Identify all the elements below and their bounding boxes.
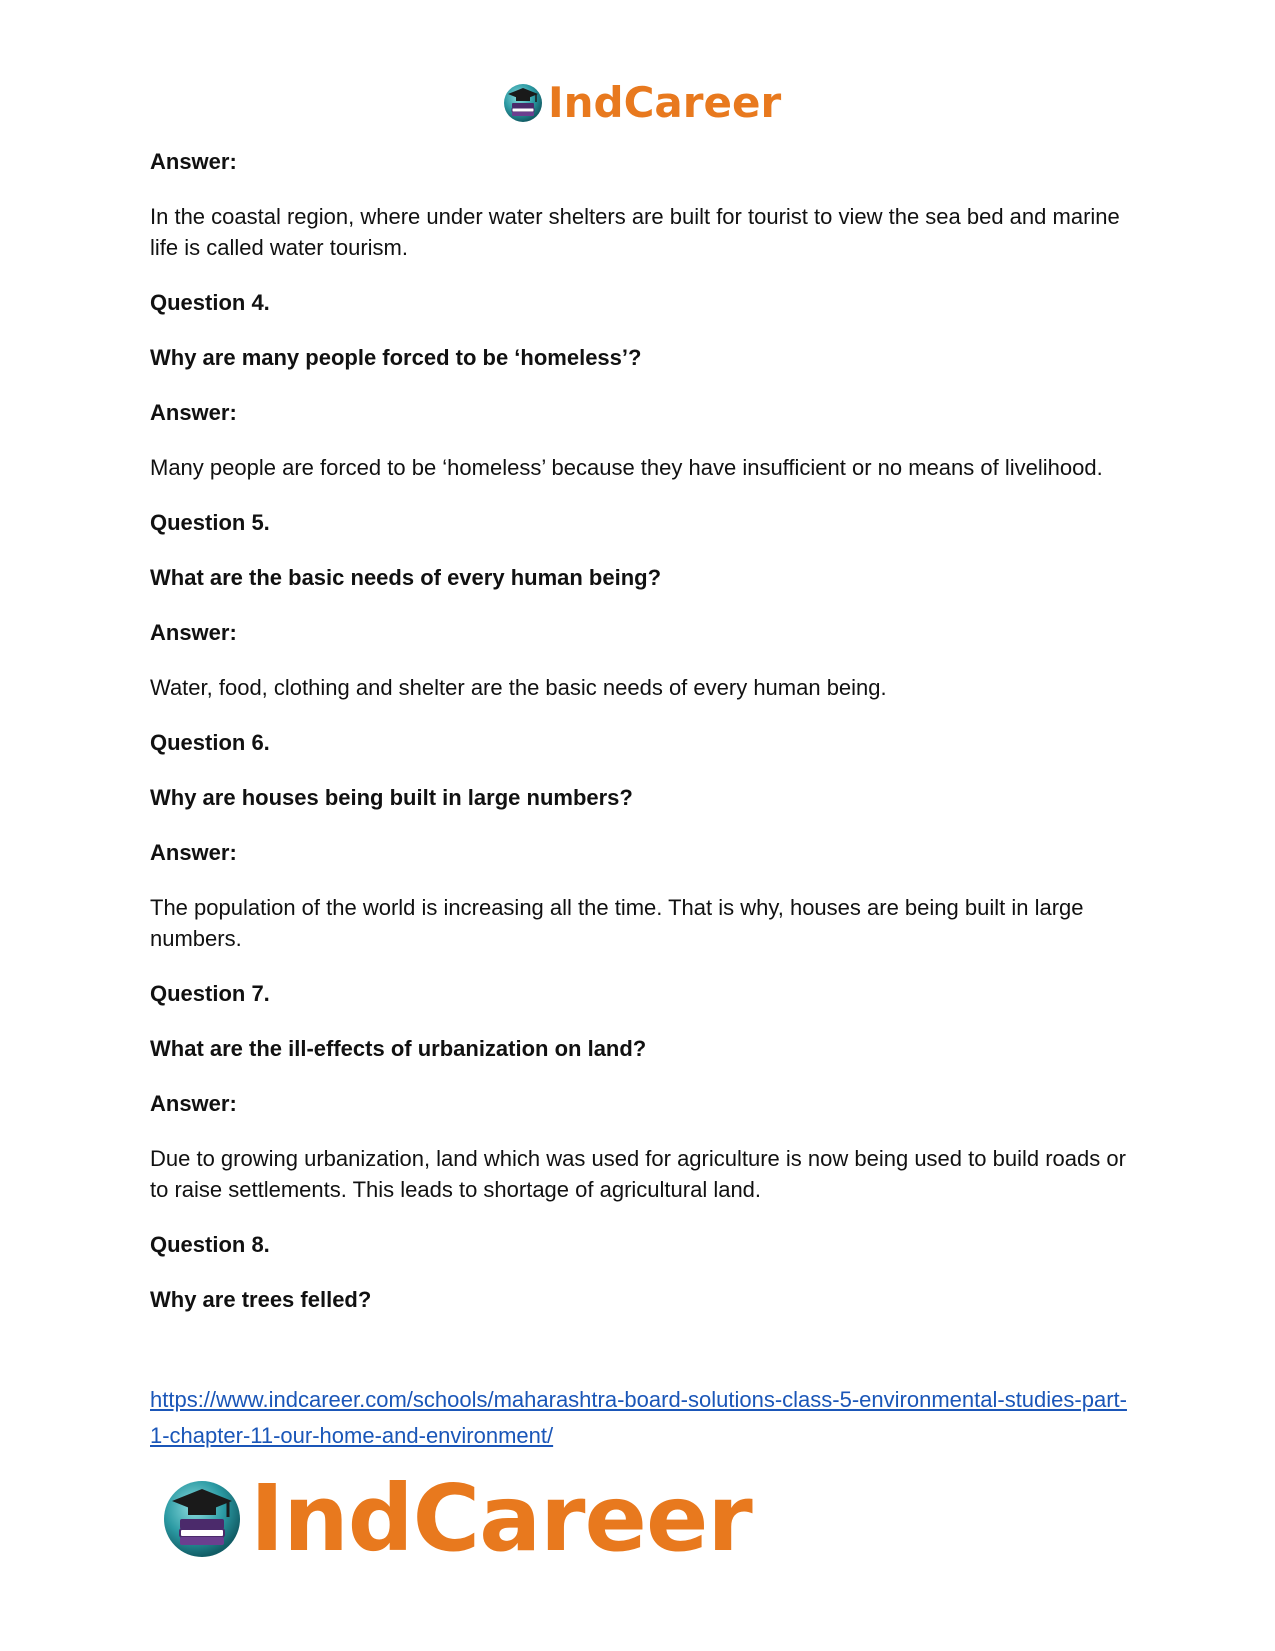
answer-text: Water, food, clothing and shelter are the basic needs of every human being.: [150, 675, 887, 700]
question-number: Question 4.: [150, 290, 270, 315]
globe-cap-book-icon: [502, 82, 544, 124]
footer-logo-text: IndCareer: [250, 1465, 752, 1572]
header-logo: [502, 78, 781, 127]
answer-text: The population of the world is increasing all the time. That is why, houses are being built in large numbers.: [150, 895, 1084, 951]
question-text: What are the ill-effects of urbanization on land?: [150, 1036, 647, 1061]
header-logo-text: IndCareer: [548, 78, 782, 127]
question-number: Question 8.: [150, 1232, 270, 1257]
answer-label: Answer:: [150, 400, 237, 425]
footer-logo: [160, 1465, 752, 1572]
answer-label: Answer:: [150, 149, 237, 174]
question-text: Why are many people forced to be ‘homeless’?: [150, 345, 642, 370]
answer-label: Answer:: [150, 1091, 237, 1116]
answer-label: Answer:: [150, 840, 237, 865]
question-text: Why are trees felled?: [150, 1287, 372, 1312]
source-link-block: [150, 1382, 1140, 1454]
source-link[interactable]: https://www.indcareer.com/schools/maharashtra-board-solutions-class-5-environmental-studies-part-1-chapter-11-our-home-and-environment/: [150, 1387, 1127, 1448]
answer-label: Answer:: [150, 620, 237, 645]
answer-text: In the coastal region, where under water shelters are built for tourist to view the sea bed and marine life is called water tourism.: [150, 204, 1120, 260]
question-text: What are the basic needs of every human being?: [150, 565, 662, 590]
question-text: Why are houses being built in large numbers?: [150, 785, 633, 810]
question-number: Question 6.: [150, 730, 270, 755]
answer-text: Many people are forced to be ‘homeless’ because they have insufficient or no means of livelihood.: [150, 455, 1103, 480]
document-body: [150, 146, 1140, 1315]
globe-cap-book-icon: [160, 1477, 244, 1561]
question-number: Question 5.: [150, 510, 270, 535]
answer-text: Due to growing urbanization, land which was used for agriculture is now being used to build roads or to raise settlements. This leads to shortage of agricultural land.: [150, 1146, 1126, 1202]
question-number: Question 7.: [150, 981, 270, 1006]
